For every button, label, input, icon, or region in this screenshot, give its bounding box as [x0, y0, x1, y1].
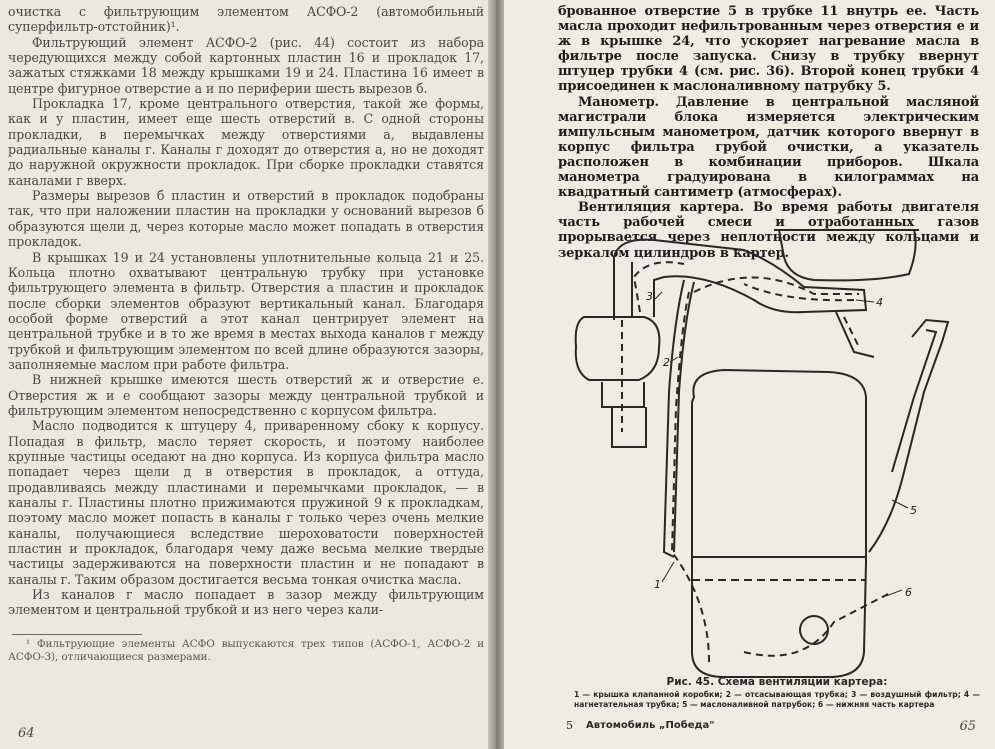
figure-caption-legend: 1 — крышка клапанной коробки; 2 — отсасывающая трубка; 3 — воздушный фильтр; 4 — нагнетательная трубка; 5 — маслоналивной патрубок; 6 — нижняя часть картера: [574, 690, 980, 709]
left-page: [0, 0, 494, 749]
book-title: Автомобиль „Победа": [586, 720, 715, 731]
air-filter: [576, 317, 660, 380]
left-paragraph-2: Фильтрующий элемент АСФО-2 (рис. 44) состоит из набора чередующихся между собой картонных пластин 16 и прокладок 17, зажатых стяжками 18 между крышками 19 и 24. Пластина 16 имеет в центре фигурное отверстие а и по периферии шесть вырезов б.: [8, 34, 484, 96]
footnote-rule: [12, 634, 142, 635]
left-paragraph-6: В нижней крышке имеются шесть отверстий ж и отверстие е. Отверстия ж и е сообщают зазоры между центральной трубкой и фильтрующим элементом непосредственно с корпусом фильтра.: [8, 372, 484, 418]
right-page-number: 65: [959, 719, 976, 734]
left-paragraph-5: В крышках 19 и 24 установлены уплотнительные кольца 21 и 25. Кольца плотно охватывают центральную трубку при установке фильтрующего элемента в фильтр. Отверстия а пластин и прокладок после сборки элементов образуют вертикальный канал. Благодаря особой форме отверстий а этот канал центрирует элемент на центральной трубке и в то же время в местах выхода каналов г между трубкой и фильтрующим элементом по всей длине образуются зазоры, заполняемые маслом при работе фильтра.: [8, 249, 484, 372]
figure-label-6: 6: [905, 586, 912, 599]
right-paragraph-1: брованное отверстие 5 в трубке 11 внутрь ее. Часть масла проходит нефильтрованным через отверстия е и ж в крышке 24, что ускоряет нагревание масла в фильтре после запуска. Снизу в трубку ввернут штуцер трубки 4 (см. рис. 36). Второй конец трубки 4 присоединен к маслоналивному патрубку 5.: [558, 4, 979, 95]
manometer-text: Давление в центральной масляной магистрали блока измеряется электрическим импульсным манометром, датчик которого ввернут в корпус фильтра грубой очистки, а указатель расположен в комбинации приборов. Шкала манометра градуирована в килограммах на квадратный сантиметр (атмосферах).: [558, 94, 979, 201]
ventilation-heading: Вентиляция картера.: [578, 200, 744, 216]
signature-mark: 5: [566, 719, 573, 732]
figure-label-3: 3: [646, 290, 653, 303]
valve-cover-dish: [779, 230, 916, 280]
crankcase-ventilation-diagram: [574, 222, 988, 682]
suction-tube: [664, 280, 684, 557]
figure-caption-title: Рис. 45. Схема вентиляции картера:: [666, 676, 888, 688]
manometer-paragraph: [558, 95, 979, 201]
engine-block: [692, 370, 866, 677]
left-paragraph-3: Прокладка 17, кроме центрального отверстия, такой же формы, как и у пластин, имеет еще шесть отверстий в. С одной стороны прокладки, в перемычках между отверстиями а, выдавлены радиальные каналы г. Каналы г доходят до отверстия а, но не доходят до наружной окружности прокладок. При сборке прокладки ставятся каналами г вверх.: [8, 96, 484, 188]
footnote: ¹ Фильтрующие элементы АСФО выпускаются трех типов (АСФО-1, АСФО-2 и АСФО-3), отличающиеся размерами.: [8, 637, 484, 663]
figure-caption: [574, 676, 980, 710]
left-paragraph-1: очистка с фильтрующим элементом АСФО-2 (автомобильный суперфильтр-отстойник)¹.: [8, 4, 484, 35]
left-page-number: 64: [18, 726, 35, 741]
figure-label-1: 1: [654, 578, 661, 591]
figure-label-4: 4: [876, 296, 883, 309]
oil-filler-neck: [869, 320, 948, 552]
left-paragraph-7: Масло подводится к штуцеру 4, приваренному сбоку к корпусу. Попадая в фильтр, масло теряет скорость, и поэтому наиболее крупные частицы оседают на дно корпуса. Из корпуса фильтра масло попадает через щели д в отверстия в прокладок, а оттуда, продавливаясь между пластинами и перемычками прокладок, — в каналы г. Пластины плотно прижимаются пружиной 9 к прокладкам, поэтому масло может попасть в каналы г только через очень мелкие каналы, получающиеся вследствие шероховатости поверхностей пластин и прокладок, благодаря чему даже весьма мелкие твердые частицы задерживаются на поверхности пластин и не попадают в каналы г. Таким образом достигается весьма тонкая очистка масла.: [8, 418, 484, 587]
manometer-heading: Манометр.: [578, 94, 659, 110]
left-paragraph-4: Размеры вырезов б пластин и отверстий в прокладок подобраны так, что при наложении пластин на прокладки у оснований вырезов б образуются щели д, через которые масло может попадать в отверстия прокладок.: [8, 188, 484, 250]
pressure-tube: [836, 312, 874, 357]
ventilation-text: Во время работы двигателя часть рабочей смеси и отработанных газов прорывается через неплотности между кольцами и зеркалом цилиндров в картер.: [558, 200, 979, 261]
book-gutter: [488, 0, 504, 749]
figure-label-5: 5: [910, 504, 917, 517]
left-paragraph-8: Из каналов г масло попадает в зазор между фильтрующим элементом и центральной трубкой и из него через кали-: [8, 587, 484, 618]
figure-label-2: 2: [663, 356, 670, 369]
